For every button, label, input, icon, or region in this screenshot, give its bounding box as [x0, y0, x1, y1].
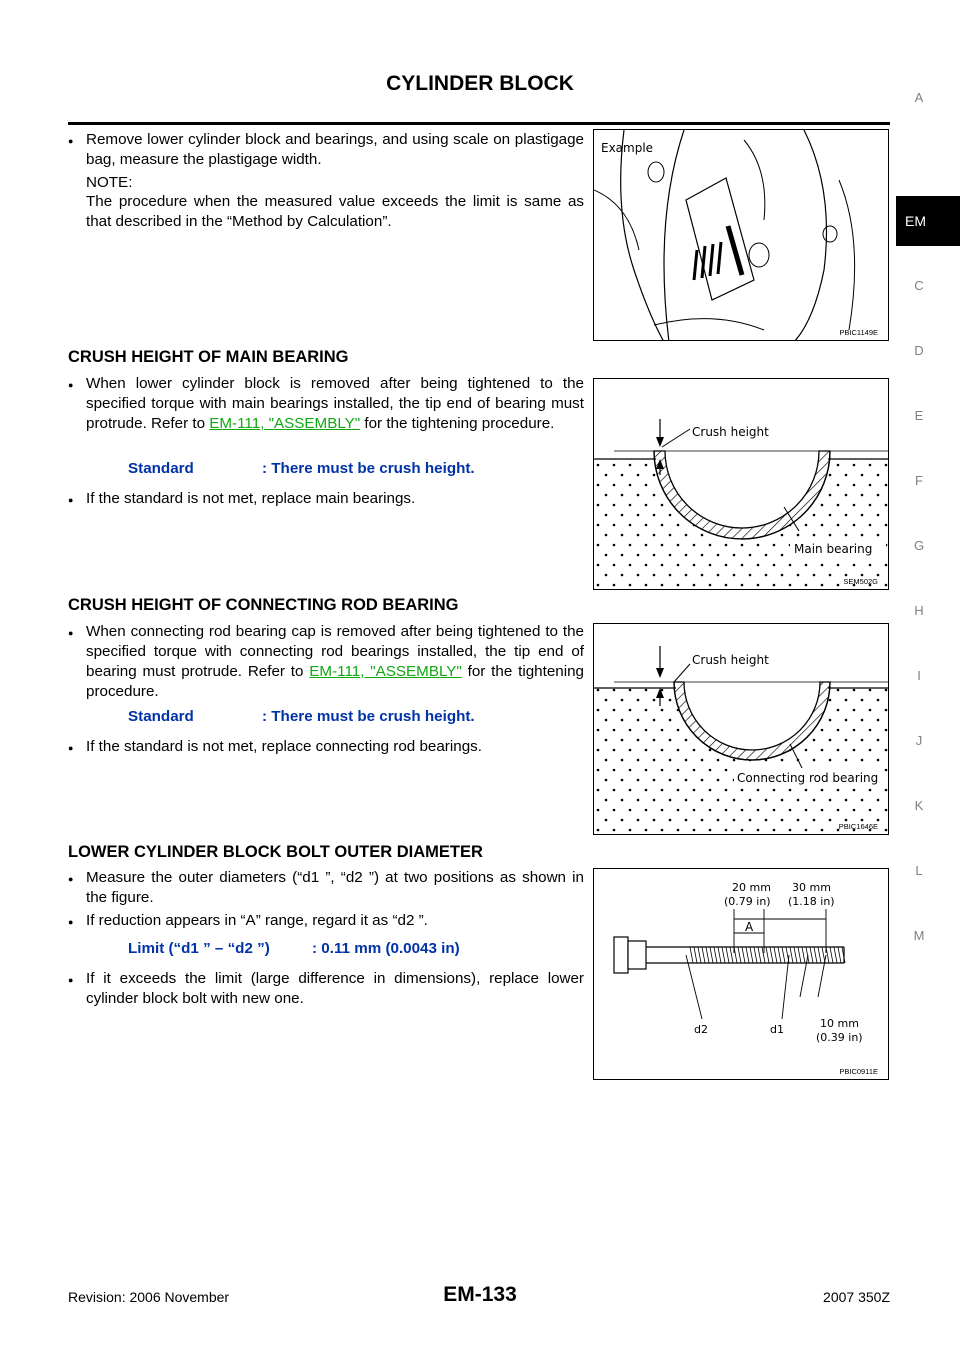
main-spec-label: Standard: [128, 460, 194, 477]
figure-plastigage: [593, 129, 889, 341]
rod-bearing-bullet-1: ● When connecting rod bearing cap is removed after being tightened to the specified torque with connecting rod bearings installed, the tip end of bearing must protrude. Refer to EM-111, "ASSEMBLY" for the tightening procedure.: [68, 622, 584, 702]
footer-model: 2007 350Z: [823, 1289, 890, 1305]
rod-spec-label: Standard: [128, 708, 194, 725]
bolt-spec-value: : 0.11 mm (0.0043 in): [312, 940, 460, 957]
bolt-dim3-in: (0.39 in): [816, 1031, 863, 1044]
rod-spec-value: : There must be crush height.: [262, 708, 475, 725]
bolt-dim1: 20 mm: [732, 881, 771, 894]
bolt-dim2-in: (1.18 in): [788, 895, 835, 908]
footer-page-number: EM-133: [443, 1283, 517, 1306]
bolt-dim1-in: (0.79 in): [724, 895, 771, 908]
bolt-illustration: [594, 869, 889, 1080]
index-j[interactable]: J: [915, 733, 923, 748]
figure-code: SEM502G: [843, 577, 878, 586]
figure-rod-bearing: [593, 623, 889, 835]
bolt-bullet-2: ● If reduction appears in “A” range, regard it as “d2 ”.: [68, 911, 584, 931]
rod-bearing-illustration: [594, 624, 889, 835]
section-title-bolt-diameter: LOWER CYLINDER BLOCK BOLT OUTER DIAMETER: [68, 843, 483, 861]
main-bearing-ref-link[interactable]: EM-111, "ASSEMBLY": [209, 415, 361, 432]
index-g[interactable]: G: [913, 538, 925, 553]
bolt-label-d1: d1: [770, 1023, 784, 1036]
main-figure-label-top: Crush height: [692, 425, 769, 439]
bolt-dim2: 30 mm: [792, 881, 831, 894]
rod-bearing-ref-link[interactable]: EM-111, "ASSEMBLY": [309, 663, 462, 680]
main-bearing-bullet-2: ● If the standard is not met, replace main bearings.: [68, 489, 584, 509]
note-label: NOTE:: [86, 174, 133, 191]
index-c[interactable]: C: [914, 278, 924, 293]
index-a[interactable]: A: [914, 90, 924, 105]
header-rule: [68, 122, 890, 125]
plastigage-bullet: ● Remove lower cylinder block and bearings, and using scale on plastigage bag, measure the plastigage width.: [68, 130, 584, 170]
bolt-dim3: 10 mm: [820, 1017, 859, 1030]
rod-figure-label-bottom: Connecting rod bearing: [737, 771, 879, 785]
figure-main-bearing: [593, 378, 889, 590]
main-bearing-bullet-1: ● When lower cylinder block is removed after being tightened to the specified torque with main bearings installed, the tip end of bearing must protrude. Refer to EM-111, "ASSEMBLY" for the tightening procedure.: [68, 374, 584, 434]
section-title-main-bearing: CRUSH HEIGHT OF MAIN BEARING: [68, 348, 349, 366]
index-i[interactable]: I: [917, 668, 921, 683]
figure-code: PBIC0911E: [839, 1067, 878, 1076]
plastigage-illustration: [594, 130, 889, 341]
note-text: The procedure when the measured value exceeds the limit is same as that described in the “Method by Calculation”.: [86, 193, 584, 230]
bolt-label-d2: d2: [694, 1023, 708, 1036]
rod-figure-label-top: Crush height: [692, 653, 769, 667]
main-bearing-illustration: [594, 379, 889, 590]
index-f[interactable]: F: [915, 473, 923, 488]
bolt-bullet-1: ● Measure the outer diameters (“d1 ”, “d2 ”) at two positions as shown in the figure.: [68, 868, 584, 908]
rod-bearing-bullet-2: ● If the standard is not met, replace connecting rod bearings.: [68, 737, 584, 757]
footer-revision: Revision: 2006 November: [68, 1289, 230, 1305]
figure-code: PBIC1646E: [838, 822, 878, 831]
bolt-spec-label: Limit (“d1 ” – “d2 ”): [128, 940, 270, 957]
figure-plastigage-label: Example: [601, 141, 654, 155]
page-title: CYLINDER BLOCK: [386, 72, 574, 95]
index-h[interactable]: H: [914, 603, 924, 618]
index-em-active[interactable]: EM: [896, 196, 960, 246]
main-spec-value: : There must be crush height.: [262, 460, 475, 477]
index-e[interactable]: E: [914, 408, 924, 423]
index-l[interactable]: L: [915, 863, 923, 878]
index-m[interactable]: M: [913, 928, 925, 943]
section-title-rod-bearing: CRUSH HEIGHT OF CONNECTING ROD BEARING: [68, 596, 459, 614]
bolt-label-a: A: [745, 920, 754, 934]
index-d[interactable]: D: [914, 343, 924, 358]
figure-code: PBIC1149E: [839, 328, 878, 337]
bolt-bullet-3: ● If it exceeds the limit (large difference in dimensions), replace lower cylinder block bolt with new one.: [68, 969, 584, 1009]
figure-bolt: [593, 868, 889, 1080]
index-k[interactable]: K: [914, 798, 924, 813]
main-figure-label-bottom: Main bearing: [794, 542, 873, 556]
